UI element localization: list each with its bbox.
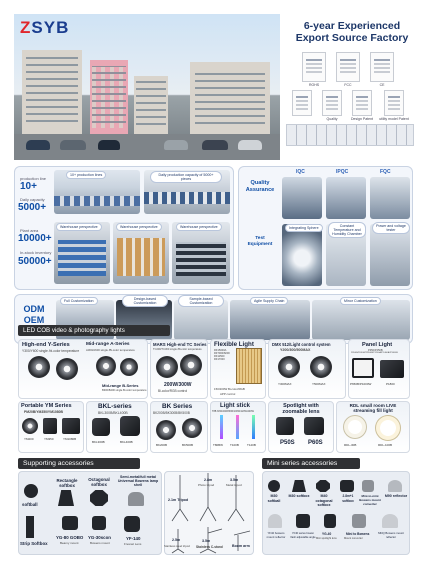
label-line: Quality: [250, 180, 270, 186]
accessory-sub: Beamy mount: [60, 541, 79, 545]
section-mini-accessories: Mini series accessories: [262, 458, 360, 469]
accessory-label: YG-30scon: [88, 535, 111, 540]
accessory-label: 2.5m: [172, 538, 181, 542]
label-line: OEM: [23, 315, 45, 325]
label-line: Assurance: [245, 187, 275, 193]
accessory-sub: Mini spotlight lens: [316, 537, 337, 540]
iqc-photo: [282, 177, 322, 219]
product-sub: 150/200W Bi-color/RGB: [214, 387, 245, 391]
factory-building: [134, 76, 168, 136]
certificate-quality: [322, 90, 342, 116]
product-light-y: [28, 356, 50, 378]
product-name: Y500MAX: [312, 382, 326, 386]
product-light-ym: [22, 418, 38, 434]
qa-tag-ipqc: IPQC: [336, 169, 349, 175]
cert-label: CE: [379, 83, 385, 87]
accessory-label: 3.5m: [230, 478, 239, 482]
factory-building: [90, 60, 128, 136]
product-sub: RF11500: [214, 355, 225, 358]
accessory-sub: Stainless C-stand: [196, 545, 223, 549]
logo-letters: SYB: [31, 18, 70, 37]
warehouse-photo: [172, 222, 230, 284]
product-sub: RF15000A: [214, 349, 227, 352]
warehouse-photo: [54, 222, 110, 284]
accessory-label: Mini-to-mini Bowens mount converter: [359, 494, 381, 506]
product-name: RDL-30B: [344, 443, 357, 447]
product-title: DMX 512/Light control system: [272, 342, 331, 347]
product-light-bk: [182, 418, 202, 438]
title-line-1: 6-year Experienced: [303, 20, 401, 32]
product-name: T80BW: [213, 443, 224, 447]
stat-stock-inventory: 50000+: [18, 256, 52, 267]
photo-tag: 10+ production lines: [66, 171, 106, 179]
certificate-ce: [370, 52, 394, 82]
factory-building: [190, 62, 270, 136]
product-title: Mid-range B-Series: [102, 383, 139, 388]
product-sub: T8B 30W/40W/80W/100W/120W/200W: [212, 410, 254, 413]
panel-light-product: [352, 358, 374, 378]
quality-assurance-label: [242, 180, 278, 194]
product-sub: BK200B/BK300B/BK500B: [153, 411, 190, 415]
product-light-tc: [156, 356, 178, 378]
accessory-sub: Stainless steel tripod: [164, 544, 190, 548]
light-stick-tube: [220, 415, 223, 439]
product-sub: P650B/P650W/P850B/P1200A/P1400A/P1800B: [351, 352, 398, 354]
product-name: T120B: [247, 443, 256, 447]
product-name: BK200B: [156, 443, 168, 447]
product-spotlight: [276, 417, 294, 435]
product-sub: APP control: [220, 392, 236, 396]
product-name: YM200: [24, 437, 34, 441]
product-title: RDL small room LIVE streaming fill light: [349, 403, 397, 414]
product-light-a: [120, 358, 138, 376]
product-light-dmx: [310, 356, 332, 378]
accessory-label: YG-40: [322, 532, 332, 536]
product-title: Portable YM Series: [21, 403, 72, 409]
integrating-sphere-photo: [282, 224, 322, 286]
brand-logo: [20, 18, 69, 38]
product-light-a: [96, 356, 116, 376]
product-control: Bi-color/RGB control: [158, 389, 188, 393]
accessory-label: M30 softball: [267, 494, 281, 503]
qa-tag-iqc: IQC: [296, 169, 305, 175]
product-title: Spotlight with zoomable lens: [282, 403, 320, 415]
cert-label: Design Patent: [351, 117, 373, 121]
light-stick-tube: [236, 415, 239, 439]
stat-caption: Daily capacity: [20, 197, 45, 202]
section-led-lights: LED COB video & photography lights: [18, 325, 170, 336]
product-title: Flexible Light: [214, 341, 254, 348]
gobo-product: [62, 516, 78, 530]
product-light-ym: [62, 418, 80, 434]
mini-softbox-product: [340, 480, 354, 492]
product-name: P50S: [280, 440, 295, 446]
product-sub: Y300/Y600 single /bi-color temperature: [22, 349, 80, 353]
product-sub: Y200/300/500MAX: [280, 348, 311, 352]
ipqc-photo: [326, 177, 366, 219]
fresnel-lens-product: [124, 516, 140, 532]
product-name: RDL-100B: [378, 443, 393, 447]
product-sub: P450/P450B: [368, 349, 383, 352]
product-power: 200W/300W: [164, 382, 192, 388]
product-sub: RF17000: [214, 358, 225, 361]
cert-label: FCC: [344, 83, 352, 87]
mini-reflector-product: [268, 514, 282, 528]
mini-to-bowens-product: [352, 514, 366, 528]
odm-step: Full Customization: [60, 297, 98, 305]
stat-caption: In-stock inventory: [20, 250, 52, 255]
accessory-label: softball: [22, 502, 38, 507]
certificate-fcc: [336, 52, 360, 82]
product-light-bkl: [92, 418, 110, 436]
accessory-label: Boom arm: [232, 544, 250, 548]
product-light-tc: [180, 354, 202, 376]
label-line: Test: [255, 236, 265, 241]
mini-spotlight-lens-product: [324, 514, 336, 528]
accessory-sub: Photo tripod: [198, 483, 215, 487]
cert-label: ROHS: [308, 83, 320, 87]
accessory-label: M30 softbox: [288, 494, 310, 498]
product-light-y: [56, 358, 78, 380]
product-title: Light stick: [220, 403, 251, 409]
product-title: High-end Y-Series: [22, 342, 70, 348]
odm-oem-label: [16, 304, 52, 326]
odm-step: Minor Customization: [340, 297, 381, 305]
product-name: BK500B: [182, 443, 194, 447]
mnq-reflector-product: [382, 514, 398, 528]
product-title: BKL-series: [98, 403, 132, 410]
certificate-design-patent: [352, 90, 372, 116]
product-sub: RF7000/8200: [214, 352, 230, 355]
accessory-sub: Metal tripod: [226, 483, 242, 487]
ring-light: [376, 416, 400, 440]
photo-tag: Integrating Sphere: [285, 224, 323, 232]
stat-production-line: 10+: [20, 181, 37, 192]
product-name: BKL300B: [92, 440, 105, 444]
product-sub: BKL300B/BKL400B: [98, 411, 128, 415]
flexible-light-panel: [236, 348, 262, 384]
photo-tag: Warehouse perspective: [56, 223, 102, 231]
accessory-label: M40 octagonal softbox: [315, 494, 333, 508]
mini-reflector-product: [388, 480, 402, 492]
snoot-product: [92, 516, 106, 530]
stat-plant-area: 10000+: [18, 233, 52, 244]
accessory-label: Semi-metal/full metal Universal Bowens lamp shell: [117, 475, 159, 487]
product-sub: TC200/TC300 single /Bi-color temperature: [153, 348, 202, 351]
light-stick-tube: [252, 415, 255, 439]
odm-photo: [312, 300, 410, 340]
cert-label: utility model Patent: [379, 117, 409, 121]
product-name: Y300MAX: [278, 382, 292, 386]
photo-tag: Power and voltage tester: [372, 222, 410, 234]
accessory-label: M90 reflector: [384, 494, 408, 498]
accessory-label: MNQ Bowens mount reflector: [378, 531, 404, 539]
certificate-rohs: [302, 52, 326, 82]
odm-step: Sample-based Customization: [178, 295, 224, 307]
accessory-sub: Bowens mount: [90, 541, 110, 545]
accessory-label: Mini to Bowens: [346, 532, 370, 536]
product-name: YM350: [44, 437, 54, 441]
accessory-sub: Fresnel Lens: [124, 542, 142, 546]
product-name: T100B: [230, 443, 239, 447]
logo-letter: Z: [20, 18, 32, 37]
product-title: BK Series: [162, 403, 193, 410]
odm-step: Design-based Customization: [122, 295, 168, 307]
odm-step: Agile Supply Chain: [250, 297, 288, 305]
product-name: P1800: [386, 382, 395, 386]
accessory-label: Octagonal softbox: [88, 477, 110, 487]
accessory-label: YG-80 GOBO: [56, 535, 84, 540]
product-light-ym: [43, 418, 57, 434]
title-line-2: Export Source Factory: [295, 32, 409, 44]
fqc-photo: [370, 177, 410, 219]
product-sub: A300/A600 single /Bi-color temperature: [86, 348, 135, 352]
page-title: [292, 20, 412, 44]
odm-photo: [230, 300, 310, 340]
cert-label: Quality: [326, 117, 338, 121]
mini-converter-product: [362, 480, 374, 492]
product-sub: B300/B400 single Bi-color temperature: [102, 389, 147, 392]
factory-building: [22, 50, 82, 136]
certificate-strip: [286, 124, 414, 146]
accessory-label: YF40 bowens mount reflector: [266, 531, 286, 539]
panel-light-product: [380, 360, 404, 378]
stat-caption: production line: [20, 176, 47, 181]
warehouse-photo: [113, 222, 169, 284]
product-name: BKL400B: [120, 440, 133, 444]
test-equipment-label: [242, 236, 278, 248]
accessory-label: Strip Softbox: [20, 541, 48, 546]
product-title: Mid-range A-Series: [86, 342, 130, 347]
accessory-label: Rectangle softbox: [56, 478, 78, 488]
accessory-label: YF-140: [126, 536, 141, 541]
softball-product: [24, 484, 38, 498]
mini-flash-product: [296, 514, 310, 528]
product-name: YM1080B: [63, 437, 77, 441]
lamp-shell-product: [128, 492, 144, 506]
product-light-dmx: [278, 356, 300, 378]
accessory-label: 2.8m+1 softbox: [342, 494, 354, 503]
accessory-label: 2.8m: [204, 478, 213, 482]
photo-tag: Warehouse perspective: [176, 223, 222, 231]
stat-daily-capacity: 5000+: [18, 202, 47, 213]
certificate-utility-patent: [384, 90, 404, 116]
photo-tag: Constant Temperature and Humidity Chamber: [328, 222, 366, 238]
photo-tag: Daily production capacity of 5000+ pieces: [150, 171, 222, 183]
product-title: Panel Light: [362, 342, 393, 348]
strip-softbox-product: [26, 516, 34, 538]
product-light-bkl: [120, 416, 140, 436]
accessory-sub: Mount converter: [344, 537, 363, 540]
label-line: ODM: [23, 304, 45, 314]
product-spotlight: [304, 417, 324, 435]
qa-tag-fqc: FQC: [380, 169, 391, 175]
label-line: Equipment: [247, 242, 273, 247]
accessory-label: 2.1m Tripod: [168, 498, 189, 502]
accessory-label: 3.5m: [202, 539, 211, 543]
certificate: [292, 90, 312, 116]
mini-softball-product: [268, 480, 280, 492]
product-name: P60S: [308, 440, 323, 446]
photo-tag: Warehouse perspective: [116, 223, 162, 231]
section-supporting-accessories: Supporting accessories: [18, 458, 140, 469]
product-sub: PM20B/YM350/YM1080B: [24, 410, 64, 414]
ring-light: [344, 416, 366, 438]
product-light-bk: [156, 420, 176, 440]
product-title: MARS High-end TC Series: [153, 342, 207, 347]
accessory-label: YF40 series bowen flash adjustable angle: [290, 532, 316, 539]
product-name: P650B/P1000W: [350, 382, 372, 386]
stat-caption: Plant area: [20, 228, 39, 233]
